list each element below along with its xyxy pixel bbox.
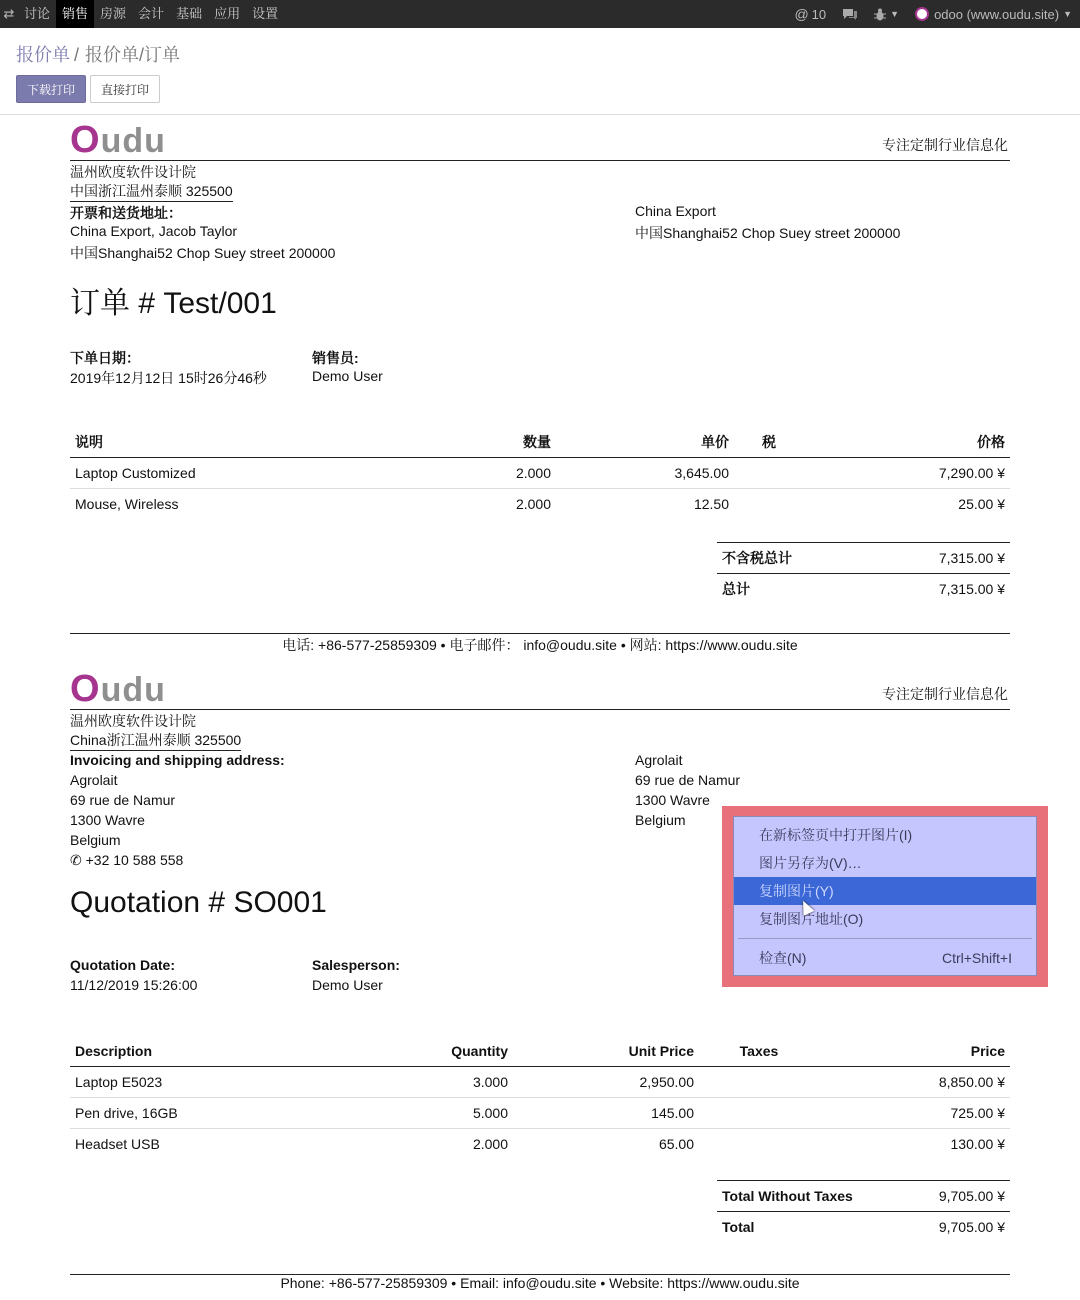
column-header: Taxes xyxy=(699,1036,819,1067)
line-unit-price: 12.50 xyxy=(693,496,729,512)
report-page-order xyxy=(70,118,1010,658)
shipping-address-line: Belgium xyxy=(635,812,686,828)
user-name: odoo (www.oudu.site) xyxy=(934,6,1060,22)
shipping-address-line: 69 rue de Namur xyxy=(635,772,741,788)
apps-toggle-icon[interactable]: ⇄ xyxy=(3,6,15,21)
quotation-totals xyxy=(717,1180,1010,1242)
order-date-label: 下单日期： xyxy=(70,350,140,366)
line-unit-price: 2,950.00 xyxy=(513,1067,699,1098)
table-row xyxy=(70,1129,1010,1160)
order-date-value: 2019年12月12日 15时26分46秒 xyxy=(70,370,267,386)
column-header: 单价 xyxy=(556,427,734,458)
line-unit-price: 65.00 xyxy=(658,1136,694,1152)
invoice-address-line: 中国Shanghai52 Chop Suey street 200000 xyxy=(70,245,336,261)
line-description: Pen drive, 16GB xyxy=(70,1098,390,1129)
column-header: 说明 xyxy=(70,427,436,458)
company-logo: Oudu xyxy=(70,119,166,161)
at-icon: @ xyxy=(794,6,809,22)
order-lines-table xyxy=(70,427,1010,519)
invoice-address-line: Agrolait xyxy=(70,772,118,788)
debug-menu-button[interactable] xyxy=(866,0,907,28)
invoice-address-line: 1300 Wavre xyxy=(70,812,145,828)
report-footer: Phone: +86-577-25859309 • Email: info@oudu.site • Website: https://www.oudu.site xyxy=(280,1275,800,1291)
order-totals xyxy=(717,542,1010,604)
subtotal-value: 9,705.00 ¥ xyxy=(907,1181,1010,1212)
line-quantity: 2.000 xyxy=(472,1136,508,1152)
inspect-label: 检查(N) xyxy=(759,950,807,966)
mentions-button[interactable] xyxy=(786,0,834,28)
line-unit-price: 145.00 xyxy=(513,1098,699,1129)
total-value: 9,705.00 ¥ xyxy=(907,1212,1010,1243)
total-label: 总计 xyxy=(717,574,867,605)
quotation-title: Quotation # SO001 xyxy=(70,886,327,919)
salesperson-label: 销售员: xyxy=(312,350,359,366)
line-description: Laptop E5023 xyxy=(70,1067,390,1098)
line-quantity: 5.000 xyxy=(390,1098,513,1129)
order-title: 订单 # Test/001 xyxy=(70,287,277,320)
address-label: Invoicing and shipping address: xyxy=(70,752,285,768)
breadcrumb-current: 报价单/订单 xyxy=(85,45,181,65)
column-header: 税 xyxy=(734,427,804,458)
company-name: 温州欧度软件设计院 xyxy=(70,164,196,180)
company-tagline: 专注定制行业信息化 xyxy=(882,686,1008,702)
line-quantity: 3.000 xyxy=(390,1067,513,1098)
mentions-count: 10 xyxy=(811,6,827,22)
direct-print-button[interactable]: 直接打印 xyxy=(90,75,160,103)
menu-discuss[interactable]: 讨论 xyxy=(24,6,51,21)
menu-base[interactable]: 基础 xyxy=(176,6,203,21)
salesperson-value: Demo User xyxy=(312,977,383,993)
table-header-row xyxy=(70,427,1010,458)
line-quantity: 2.000 xyxy=(436,458,556,489)
company-address: 中国浙江温州泰顺 325500 xyxy=(70,181,233,202)
inspect-item[interactable] xyxy=(734,944,1036,972)
breadcrumb-separator: / xyxy=(74,45,80,65)
menu-sales[interactable]: 销售 xyxy=(56,0,94,28)
invoice-address-line: Belgium xyxy=(70,832,121,848)
line-price: 8,850.00 ¥ xyxy=(819,1067,1010,1098)
company-logo: Oudu xyxy=(70,668,166,710)
menu-accounting[interactable]: 会计 xyxy=(138,6,165,21)
top-navbar xyxy=(0,0,1080,28)
quotation-date-label: Quotation Date: xyxy=(70,957,175,973)
line-description: Headset USB xyxy=(75,1136,160,1152)
bug-icon xyxy=(874,8,886,21)
control-panel xyxy=(0,28,1080,115)
chevron-down-icon: ▼ xyxy=(1063,9,1072,19)
save-image-as-item[interactable]: 图片另存为(V)… xyxy=(759,855,862,871)
phone-icon: ✆ xyxy=(70,852,82,868)
salesperson-label: Salesperson: xyxy=(312,957,400,973)
invoice-address-line: China Export, Jacob Taylor xyxy=(70,223,238,239)
line-price: 130.00 ¥ xyxy=(950,1136,1005,1152)
menu-separator xyxy=(738,938,1032,939)
image-context-menu xyxy=(733,816,1037,976)
download-print-button[interactable]: 下载打印 xyxy=(16,75,86,103)
column-header: 数量 xyxy=(436,427,556,458)
column-header: 价格 xyxy=(804,427,1010,458)
total-label: Total xyxy=(717,1212,907,1243)
table-row xyxy=(70,1067,1010,1098)
line-taxes xyxy=(734,458,804,489)
chat-icon xyxy=(842,7,858,21)
total-value: 7,315.00 ¥ xyxy=(867,574,1010,605)
header-divider xyxy=(70,160,1010,161)
column-header: Quantity xyxy=(390,1036,513,1067)
subtotal-value: 7,315.00 ¥ xyxy=(867,543,1010,574)
footer-divider xyxy=(70,633,1010,634)
open-image-in-new-tab-item[interactable]: 在新标签页中打开图片(I) xyxy=(759,827,913,843)
line-taxes xyxy=(699,1067,819,1098)
column-header: Price xyxy=(819,1036,1010,1067)
line-price: 25.00 ¥ xyxy=(958,496,1005,512)
line-quantity: 2.000 xyxy=(515,496,551,512)
table-row xyxy=(70,458,1010,489)
line-description: Laptop Customized xyxy=(70,458,436,489)
chat-button[interactable] xyxy=(834,0,866,28)
company-address: China浙江温州泰顺 325500 xyxy=(70,730,241,751)
line-taxes xyxy=(734,489,804,520)
table-row xyxy=(70,1098,1010,1129)
line-taxes xyxy=(699,1129,819,1160)
chevron-down-icon: ▼ xyxy=(890,9,900,19)
invoice-address-line: 69 rue de Namur xyxy=(70,792,176,808)
line-price: 7,290.00 ¥ xyxy=(804,458,1010,489)
breadcrumb xyxy=(16,41,180,67)
address-label: 开票和送货地址： xyxy=(70,205,182,221)
quotation-lines-table xyxy=(70,1036,1010,1159)
menu-settings[interactable]: 设置 xyxy=(252,6,279,21)
subtotal-label: 不含税总计 xyxy=(717,543,867,574)
header-divider xyxy=(70,709,1010,710)
company-name: 温州欧度软件设计院 xyxy=(70,713,196,729)
shipping-address-line: Agrolait xyxy=(635,752,683,768)
company-tagline: 专注定制行业信息化 xyxy=(882,137,1008,153)
breadcrumb-parent-link[interactable]: 报价单 xyxy=(16,45,70,65)
column-header: Unit Price xyxy=(513,1036,699,1067)
line-price: 725.00 ¥ xyxy=(819,1098,1010,1129)
avatar xyxy=(915,7,929,21)
menu-properties[interactable]: 房源 xyxy=(100,6,127,21)
line-taxes xyxy=(699,1098,819,1129)
copy-image-address-item[interactable]: 复制图片地址(O) xyxy=(759,911,864,927)
user-menu[interactable] xyxy=(907,0,1080,28)
salesperson-value: Demo User xyxy=(312,368,383,384)
quotation-date-value: 11/12/2019 15:26:00 xyxy=(70,977,198,993)
table-row xyxy=(70,489,1010,520)
menu-apps[interactable]: 应用 xyxy=(214,6,241,21)
shipping-address-line: China Export xyxy=(635,203,716,219)
column-header: Description xyxy=(70,1036,390,1067)
subtotal-label: Total Without Taxes xyxy=(717,1181,907,1212)
inspect-shortcut: Ctrl+Shift+I xyxy=(941,950,1012,966)
shipping-address-line: 1300 Wavre xyxy=(635,792,710,808)
shipping-address-line: 中国Shanghai52 Chop Suey street 200000 xyxy=(635,225,901,241)
report-footer: 电话: +86-577-25859309 • 电子邮件： info@oudu.site • 网站: https://www.oudu.site xyxy=(282,637,798,653)
copy-image-item[interactable]: 复制图片(Y) xyxy=(734,877,1036,905)
line-unit-price: 3,645.00 xyxy=(556,458,734,489)
table-header-row xyxy=(70,1036,1010,1067)
line-description: Mouse, Wireless xyxy=(75,496,179,512)
customer-phone: ✆ +32 10 588 558 xyxy=(70,852,184,868)
